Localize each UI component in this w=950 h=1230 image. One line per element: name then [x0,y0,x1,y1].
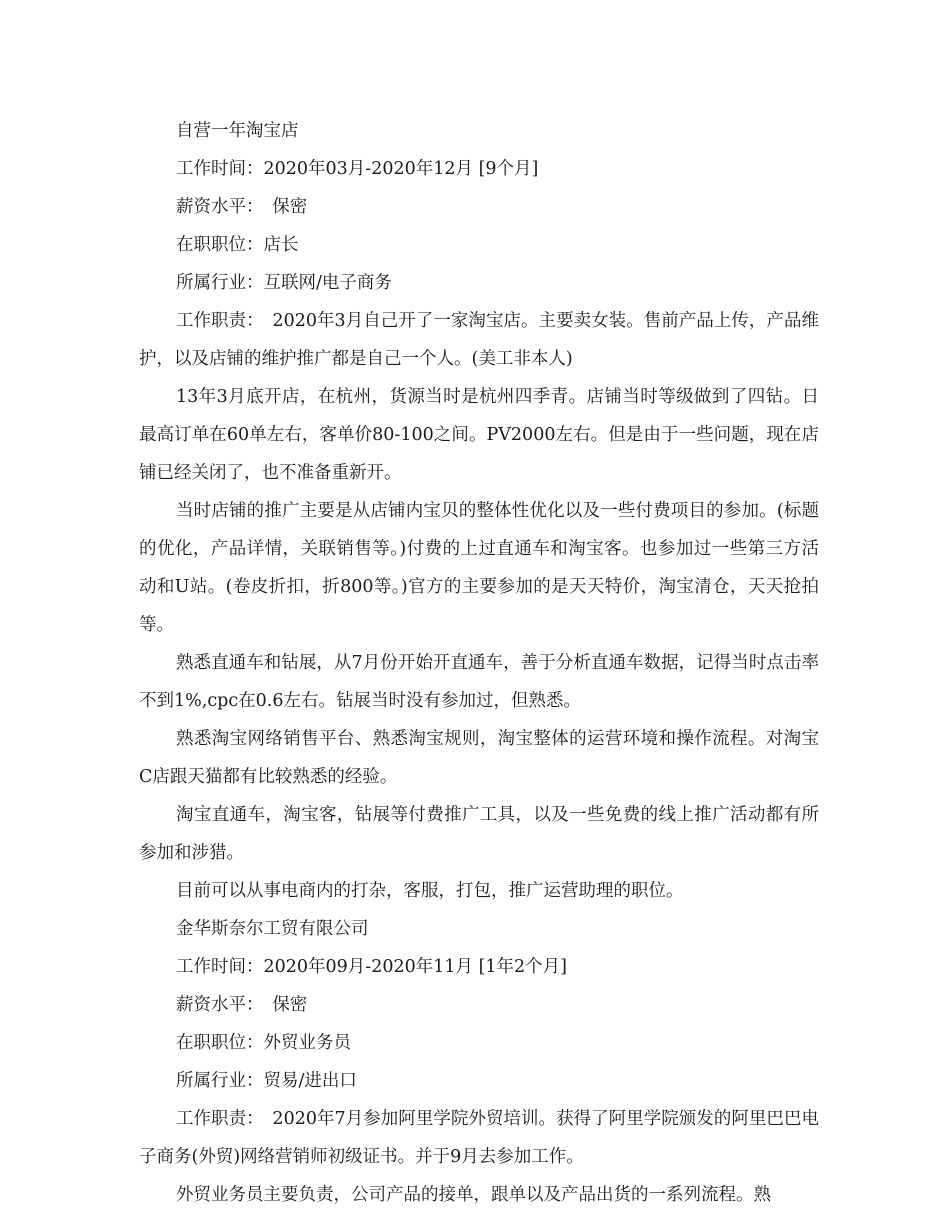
body-paragraph: 目前可以从事电商内的打杂，客服，打包，推广运营助理的职位。 [176,881,684,901]
section-title-company: 金华斯奈尔工贸有限公司 [176,919,369,939]
body-paragraph: 13年3月底开店，在杭州，货源当时是杭州四季青。店铺当时等级做到了四钻。日最高订单在60单左右，客单价80-100之间。PV2000左右。但是由于一些问题，现在店铺已经关闭了，也不准备重新开。 [139,387,819,483]
salary-level: 薪资水平： 保密 [176,197,308,217]
industry: 所属行业：贸易/进出口 [176,1071,357,1091]
salary-level: 薪资水平： 保密 [176,995,308,1015]
industry: 所属行业：互联网/电子商务 [176,273,392,293]
body-paragraph: 当时店铺的推广主要是从店铺内宝贝的整体性优化以及一些付费项目的参加。(标题的优化，产品详情，关联销售等。)付费的上过直通车和淘宝客。也参加过一些第三方活动和U站。(卷皮折扣，折800等。)官方的主要参加的是天天特价，淘宝清仓，天天抢拍等。 [139,501,819,635]
job-duties: 工作职责： 2020年3月自己开了一家淘宝店。主要卖女装。售前产品上传，产品维护，以及店铺的维护推广都是自己一个人。(美工非本人) [139,311,819,369]
body-paragraph: 淘宝直通车，淘宝客，钻展等付费推广工具，以及一些免费的线上推广活动都有所参加和涉猎。 [139,805,819,863]
body-paragraph: 熟悉淘宝网络销售平台、熟悉淘宝规则，淘宝整体的运营环境和操作流程。对淘宝C店跟天猫都有比较熟悉的经验。 [139,729,819,787]
job-duties: 工作职责： 2020年7月参加阿里学院外贸培训。获得了阿里学院颁发的阿里巴巴电子商务(外贸)网络营销师初级证书。并于9月去参加工作。 [139,1109,819,1167]
body-paragraph: 外贸业务员主要负责，公司产品的接单，跟单以及产品出货的一系列流程。熟 [176,1185,771,1205]
job-position: 在职职位：店长 [176,235,299,255]
document-body [139,112,819,1214]
work-period: 工作时间：2020年03月-2020年12月 [9个月] [176,159,539,179]
section-title-taobao-store: 自营一年淘宝店 [176,121,299,141]
job-position: 在职职位：外贸业务员 [176,1033,351,1053]
work-period: 工作时间：2020年09月-2020年11月 [1年2个月] [176,957,568,977]
body-paragraph: 熟悉直通车和钻展，从7月份开始开直通车，善于分析直通车数据，记得当时点击率不到1%,cpc在0.6左右。钻展当时没有参加过，但熟悉。 [139,653,819,711]
